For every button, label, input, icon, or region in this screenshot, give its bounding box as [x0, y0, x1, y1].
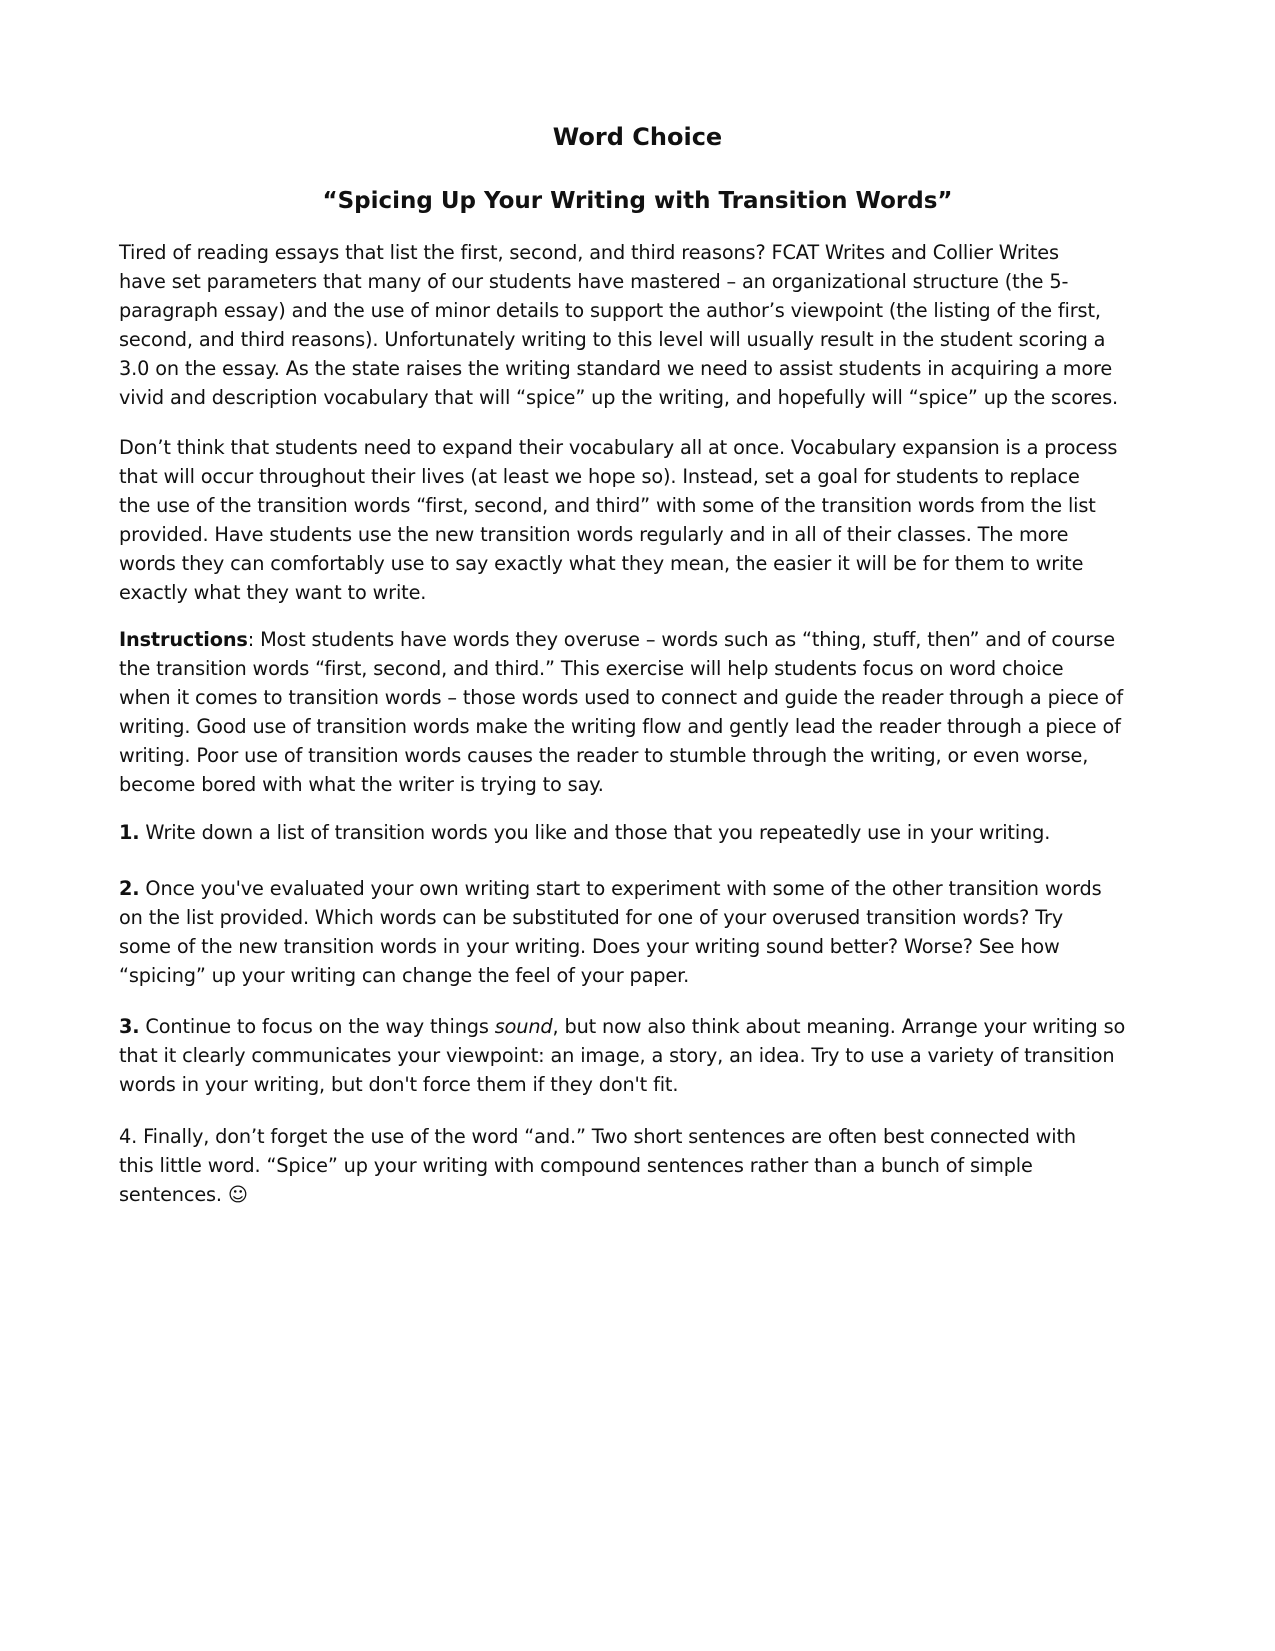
step-number: 3.	[119, 1015, 140, 1038]
paragraph-line: writing. Good use of transition words make the writing flow and gently lead the reader through a piece of	[119, 715, 1121, 738]
paragraph-line: have set parameters that many of our students have mastered – an organizational structure (the 5-	[119, 270, 1069, 293]
paragraph-line	[119, 818, 1169, 847]
intro-paragraph	[119, 238, 1169, 412]
step-number: 2.	[119, 877, 140, 900]
paragraph-line: provided. Have students use the new transition words regularly and in all of their classes. The more	[119, 523, 1069, 546]
paragraph-line: when it comes to transition words – those words used to connect and guide the reader through a piece of	[119, 686, 1124, 709]
paragraph-line: become bored with what the writer is trying to say.	[119, 773, 604, 796]
step-2-paragraph	[119, 874, 1169, 990]
paragraph-line: sentences. ☺	[119, 1183, 248, 1206]
paragraph-line: exactly what they want to write.	[119, 581, 427, 604]
paragraph-line: paragraph essay) and the use of minor details to support the author’s viewpoint (the listing of the first,	[119, 299, 1101, 322]
paragraph-line: some of the new transition words in your writing. Does your writing sound better? Worse? See how	[119, 935, 1060, 958]
paragraph-line: words in your writing, but don't force them if they don't fit.	[119, 1073, 679, 1096]
step-1-paragraph	[119, 818, 1169, 847]
paragraph-line: 4. Finally, don’t forget the use of the word “and.” Two short sentences are often best connected with	[119, 1125, 1076, 1148]
paragraph-line: second, and third reasons). Unfortunately writing to this level will usually result in the student scoring a	[119, 328, 1106, 351]
step-3-paragraph	[119, 1012, 1169, 1099]
paragraph-line: the transition words “first, second, and third.” This exercise will help students focus on word choice	[119, 657, 1064, 680]
paragraph-line: this little word. “Spice” up your writing with compound sentences rather than a bunch of simple	[119, 1154, 1033, 1177]
paragraph-line	[119, 874, 1169, 903]
paragraph-line: on the list provided. Which words can be substituted for one of your overused transition words? Try	[119, 906, 1064, 929]
step-text: Continue to focus on the way things	[139, 1015, 495, 1038]
paragraph-line: that will occur throughout their lives (at least we hope so). Instead, set a goal for students to replace	[119, 465, 1080, 488]
instructions-label: Instructions	[119, 628, 248, 651]
step-text: , but now also think about meaning. Arrange your writing so	[552, 1015, 1126, 1038]
paragraph-line: the use of the transition words “first, second, and third” with some of the transition words from the list	[119, 494, 1096, 517]
paragraph-line	[119, 1012, 1169, 1041]
paragraph-line: 3.0 on the essay. As the state raises the writing standard we need to assist students in acquiring a more	[119, 357, 1113, 380]
paragraph-line: Don’t think that students need to expand their vocabulary all at once. Vocabulary expansion is a process	[119, 436, 1118, 459]
paragraph-line: “spicing” up your writing can change the feel of your paper.	[119, 964, 690, 987]
paragraph-line: that it clearly communicates your viewpoint: an image, a story, an idea. Try to use a variety of transition	[119, 1044, 1115, 1067]
paragraph-line: writing. Poor use of transition words causes the reader to stumble through the writing, or even worse,	[119, 744, 1089, 767]
document-subtitle: “Spicing Up Your Writing with Transition Words”	[322, 188, 953, 214]
step-text: Once you've evaluated your own writing start to experiment with some of the other transition words	[139, 877, 1102, 900]
paragraph-line	[119, 625, 1169, 654]
instructions-paragraph	[119, 625, 1169, 799]
paragraph-line: words they can comfortably use to say exactly what they mean, the easier it will be for them to write	[119, 552, 1084, 575]
instructions-first-line-text: : Most students have words they overuse – words such as “thing, stuff, then” and of course	[247, 628, 1115, 651]
emphasized-word: sound	[494, 1015, 553, 1038]
step-number: 1.	[119, 821, 140, 844]
step-4-paragraph	[119, 1122, 1169, 1209]
step-text: Write down a list of transition words you like and those that you repeatedly use in your writing.	[139, 821, 1051, 844]
paragraph-line: Tired of reading essays that list the first, second, and third reasons? FCAT Writes and Collier Writes	[119, 241, 1059, 264]
document-title: Word Choice	[552, 123, 723, 151]
paragraph-line: vivid and description vocabulary that will “spice” up the writing, and hopefully will “spice” up the scores.	[119, 386, 1118, 409]
vocabulary-paragraph	[119, 433, 1169, 607]
